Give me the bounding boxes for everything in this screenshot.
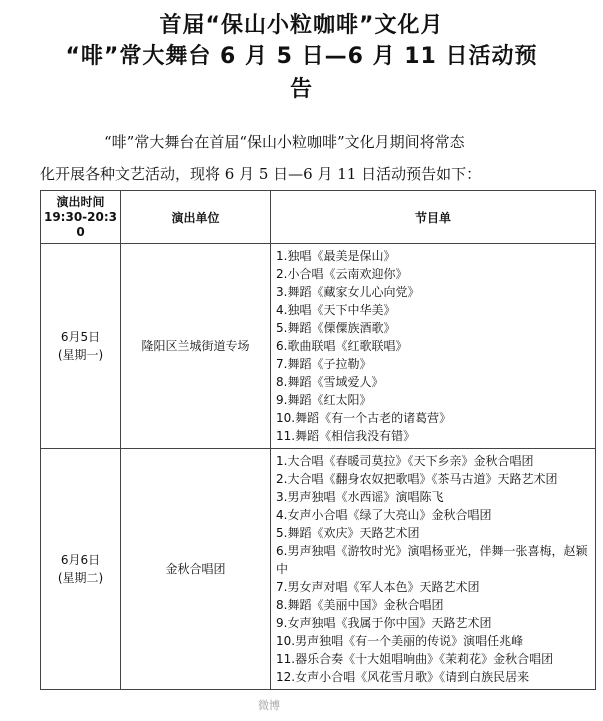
- program-list: [271, 449, 595, 689]
- program-item: 9.舞蹈《红太阳》: [276, 393, 372, 407]
- intro-line1: “啡”常大舞台在首届“保山小粒咖啡”文化月期间将常态: [104, 133, 465, 151]
- weekday: (星期二): [57, 571, 104, 585]
- program-item: 11.舞蹈《相信我没有错》: [276, 429, 416, 443]
- program-item: 7.舞蹈《子拉勒》: [276, 357, 372, 371]
- program-item: 10.男声独唱《有一个美丽的传说》演唱任兆峰: [276, 634, 524, 648]
- header-time-line3: 0: [76, 224, 85, 239]
- program-item: 5.舞蹈《欢庆》天路艺术团: [276, 526, 420, 540]
- date: 6月5日: [60, 330, 101, 344]
- header-program: 节目单: [271, 191, 596, 244]
- table-row: [41, 244, 596, 449]
- program-cell: [271, 244, 596, 449]
- header-row: [41, 191, 596, 244]
- header-time: [41, 191, 121, 244]
- program-item: 4.女声小合唱《绿了大亮山》金秋合唱团: [276, 508, 492, 522]
- program-item: 11.器乐合奏《十大姐唱响曲》《茉莉花》金秋合唱团: [276, 652, 554, 666]
- program-item: 1.大合唱《春暖司莫拉》《天下乡亲》金秋合唱团: [276, 454, 534, 468]
- program-item: 7.男女声对唱《军人本色》天路艺术团: [276, 580, 480, 594]
- program-cell: [271, 449, 596, 690]
- program-item: 5.舞蹈《傈僳族酒歌》: [276, 321, 396, 335]
- program-item: 2.小合唱《云南欢迎你》: [276, 267, 408, 281]
- header-time-line1: 演出时间: [56, 194, 105, 209]
- page-title-line3: 告: [289, 77, 313, 102]
- program-item: 3.男声独唱《水西谣》演唱陈飞: [276, 490, 444, 504]
- unit-cell: 金秋合唱团: [121, 449, 271, 690]
- page-title-line1: 首届“保山小粒咖啡”文化月: [159, 13, 444, 38]
- page-title-line2: “啡”常大舞台 6 月 5 日—6 月 11 日活动预: [65, 44, 538, 69]
- program-item: 6.男声独唱《游牧时光》演唱杨亚光，伴舞一张喜梅，赵颖中: [276, 544, 588, 576]
- date-cell: [41, 449, 121, 690]
- table-row: [41, 449, 596, 690]
- header-time-line2: 19:30-20:3: [43, 209, 118, 224]
- date-cell: [41, 244, 121, 449]
- intro-line2: 化开展各种文艺活动，现将 6 月 5 日—6 月 11 日活动预告如下：: [40, 165, 482, 183]
- program-item: 9.女声独唱《我属于你中国》天路艺术团: [276, 616, 492, 630]
- program-list: [271, 244, 595, 448]
- weibo-watermark: 微博: [258, 699, 280, 712]
- program-item: 8.舞蹈《美丽中国》金秋合唱团: [276, 598, 444, 612]
- date: 6月6日: [60, 553, 101, 567]
- program-item: 12.女声小合唱《风花雪月歌》《请到白族民居来: [276, 670, 530, 684]
- header-unit: 演出单位: [121, 191, 271, 244]
- schedule-table: [40, 190, 596, 690]
- unit-cell: 隆阳区兰城街道专场: [121, 244, 271, 449]
- program-item: 1.独唱《最美是保山》: [276, 249, 396, 263]
- weekday: (星期一): [57, 348, 104, 362]
- program-item: 8.舞蹈《雪域爱人》: [276, 375, 384, 389]
- program-item: 10.舞蹈《有一个古老的诸葛营》: [276, 411, 452, 425]
- program-item: 3.舞蹈《藏家女儿心向党》: [276, 285, 420, 299]
- program-item: 4.独唱《天下中华美》: [276, 303, 396, 317]
- program-item: 2.大合唱《翻身农奴把歌唱》《茶马古道》天路艺术团: [276, 472, 558, 486]
- program-item: 6.歌曲联唱《红歌联唱》: [276, 339, 408, 353]
